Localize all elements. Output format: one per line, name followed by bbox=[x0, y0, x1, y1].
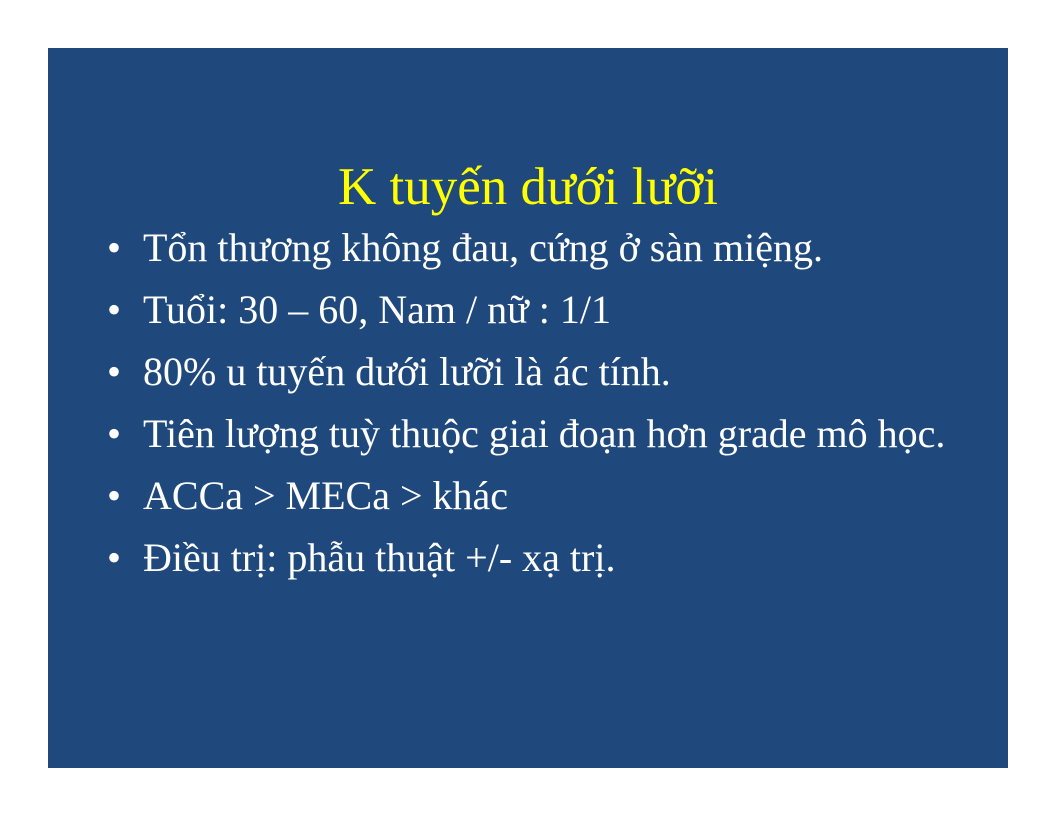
bullet-text: ACCa > MECa > khác bbox=[143, 473, 509, 518]
bullet-icon: • bbox=[107, 473, 122, 518]
bullet-icon: • bbox=[107, 349, 122, 394]
bullet-text: Tổn thương không đau, cứng ở sàn miệng. bbox=[143, 225, 824, 270]
bullet-icon: • bbox=[107, 287, 122, 332]
bullet-text: Điều trị: phẫu thuật +/- xạ trị. bbox=[143, 535, 616, 580]
slide bbox=[48, 48, 1008, 768]
bullet-text: Tuổi: 30 – 60, Nam / nữ : 1/1 bbox=[143, 287, 612, 332]
bullet-icon: • bbox=[107, 535, 122, 580]
bullet-item bbox=[107, 407, 947, 461]
bullet-icon: • bbox=[107, 411, 122, 456]
bullet-item bbox=[107, 531, 947, 585]
bullet-list bbox=[107, 221, 947, 593]
bullet-item bbox=[107, 221, 947, 275]
slide-title: K tuyến dưới lưỡi bbox=[338, 158, 718, 216]
bullet-item bbox=[107, 283, 947, 337]
bullet-icon: • bbox=[107, 225, 122, 270]
bullet-text: 80% u tuyến dưới lưỡi là ác tính. bbox=[143, 349, 671, 394]
bullet-text: Tiên lượng tuỳ thuộc giai đoạn hơn grade mô học. bbox=[143, 411, 946, 456]
bullet-item bbox=[107, 469, 947, 523]
bullet-item bbox=[107, 345, 947, 399]
